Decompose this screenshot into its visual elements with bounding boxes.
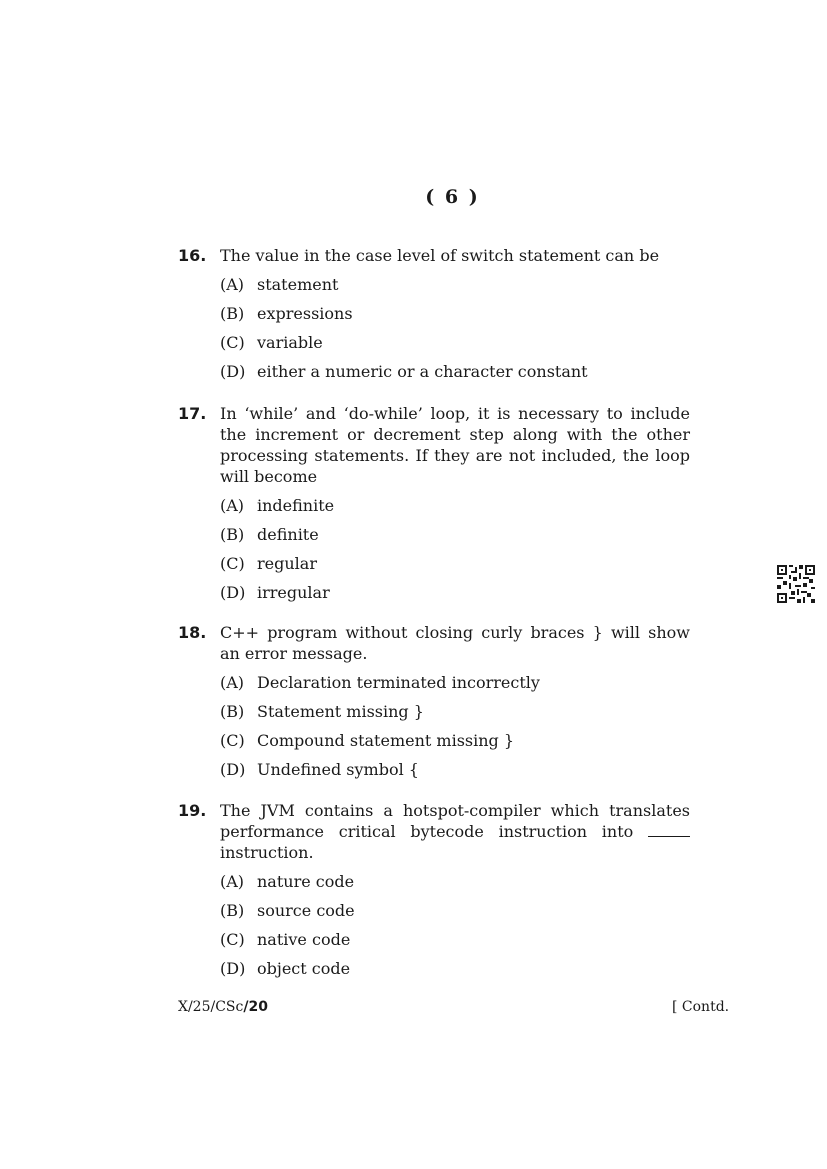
option-letter: (A) xyxy=(220,275,245,294)
option-d xyxy=(220,357,690,386)
answer-blank xyxy=(648,822,690,837)
option-text: indefinite xyxy=(257,496,335,515)
question-text-part: instruction. xyxy=(220,843,314,862)
option-list xyxy=(220,668,690,784)
question-number: 16. xyxy=(178,246,207,265)
option-text: variable xyxy=(257,333,323,352)
option-letter: (B) xyxy=(220,304,245,323)
option-letter: (B) xyxy=(220,702,245,721)
option-a xyxy=(220,867,690,896)
option-b xyxy=(220,520,690,549)
option-letter: (D) xyxy=(220,362,246,381)
option-b xyxy=(220,697,690,726)
page-number: ( 6 ) xyxy=(425,186,480,208)
option-letter: (B) xyxy=(220,525,245,544)
option-letter: (C) xyxy=(220,333,245,352)
question-18 xyxy=(178,622,690,784)
question-16 xyxy=(178,245,690,386)
option-d xyxy=(220,578,690,607)
option-list xyxy=(220,270,690,386)
option-text: irregular xyxy=(257,583,330,602)
option-text: Compound statement missing } xyxy=(257,731,515,750)
option-list xyxy=(220,491,690,607)
option-text: either a numeric or a character constant xyxy=(257,362,588,381)
qr-code-icon xyxy=(777,565,815,603)
question-text: C++ program without closing curly braces } will show an error message. xyxy=(220,623,690,663)
option-text: source code xyxy=(257,901,355,920)
option-c xyxy=(220,328,690,357)
option-text: native code xyxy=(257,930,351,949)
option-c xyxy=(220,726,690,755)
question-text-part: The JVM contains a hotspot-compiler which translates performance critical bytecode instruction into xyxy=(220,801,690,841)
option-c xyxy=(220,925,690,954)
question-number: 19. xyxy=(178,801,207,820)
option-text: expressions xyxy=(257,304,353,323)
option-letter: (A) xyxy=(220,673,245,692)
option-letter: (D) xyxy=(220,583,246,602)
option-c xyxy=(220,549,690,578)
paper-code xyxy=(178,999,268,1015)
option-letter: (D) xyxy=(220,959,246,978)
option-letter: (C) xyxy=(220,731,245,750)
paper-code-suffix: /20 xyxy=(243,999,268,1015)
option-b xyxy=(220,896,690,925)
option-a xyxy=(220,668,690,697)
contd-label: [ Contd. xyxy=(672,999,730,1015)
option-letter: (C) xyxy=(220,554,245,573)
question-text: The value in the case level of switch statement can be xyxy=(220,246,660,265)
option-letter: (B) xyxy=(220,901,245,920)
option-b xyxy=(220,299,690,328)
question-number: 17. xyxy=(178,404,207,423)
paper-code-prefix: X/25/CSc xyxy=(178,999,244,1015)
option-text: definite xyxy=(257,525,319,544)
option-letter: (A) xyxy=(220,496,245,515)
option-letter: (C) xyxy=(220,930,245,949)
option-letter: (A) xyxy=(220,872,245,891)
option-text: Declaration terminated incorrectly xyxy=(257,673,540,692)
question-text xyxy=(220,800,690,863)
question-text: In ‘while’ and ‘do-while’ loop, it is necessary to include the increment or decrement step along with the other processing statements. If they are not included, the loop will become xyxy=(220,404,690,486)
question-17 xyxy=(178,403,690,607)
option-a xyxy=(220,491,690,520)
option-text: object code xyxy=(257,959,351,978)
option-letter: (D) xyxy=(220,760,246,779)
option-text: nature code xyxy=(257,872,355,891)
option-text: Statement missing } xyxy=(257,702,424,721)
question-number: 18. xyxy=(178,623,207,642)
option-a xyxy=(220,270,690,299)
option-text: regular xyxy=(257,554,317,573)
option-d xyxy=(220,755,690,784)
option-text: statement xyxy=(257,275,339,294)
option-text: Undefined symbol { xyxy=(257,760,419,779)
option-list xyxy=(220,867,690,983)
question-19 xyxy=(178,800,690,983)
option-d xyxy=(220,954,690,983)
